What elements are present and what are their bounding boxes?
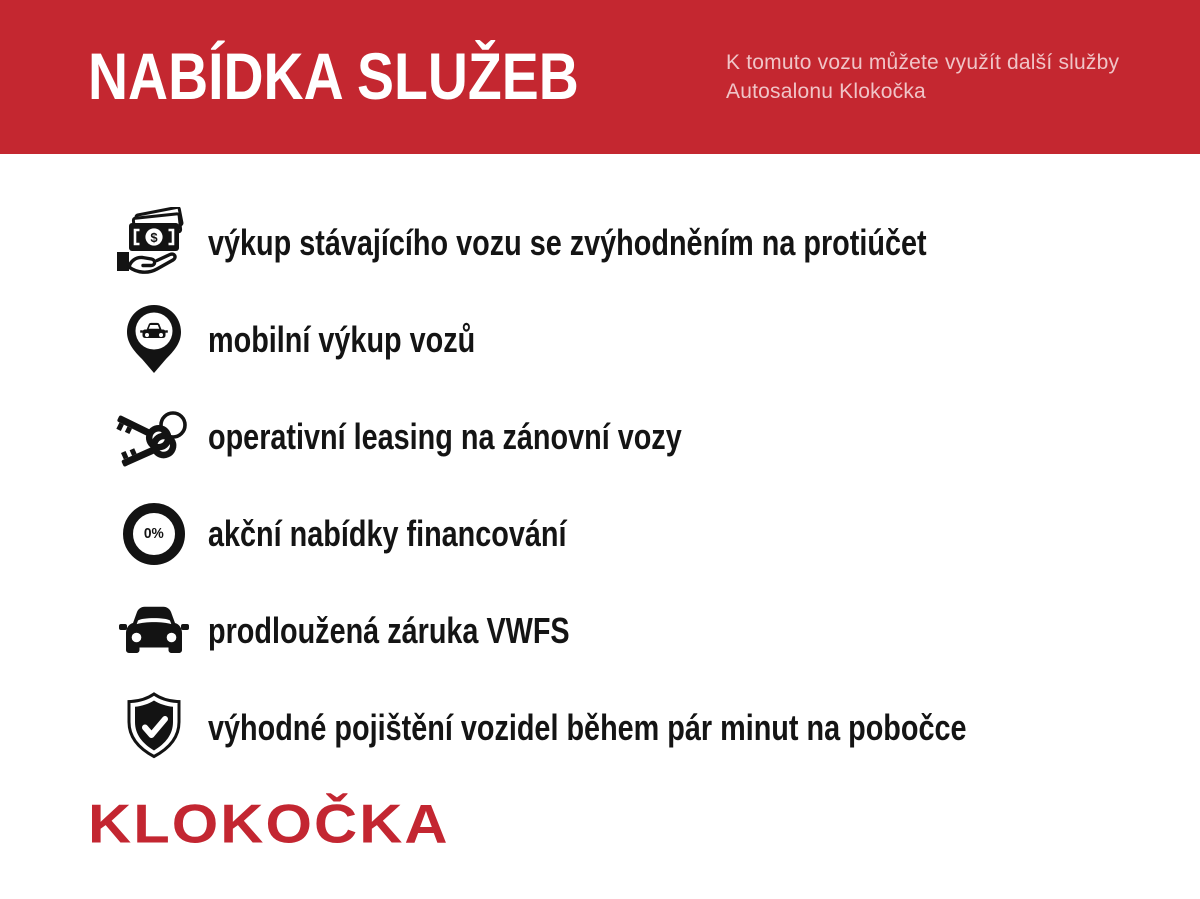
- page-title-text: NABÍDKA SLUŽEB: [88, 39, 579, 113]
- list-item: [108, 194, 1156, 291]
- service-label: prodloužená záruka VWFS: [208, 609, 570, 651]
- list-item: [108, 291, 1156, 388]
- header-band: [0, 0, 1200, 154]
- car-front-icon: [115, 599, 193, 663]
- service-label: výkup stávajícího vozu se zvýhodněním na protiúčet: [208, 221, 927, 263]
- list-item: [108, 485, 1156, 582]
- header-subtitle-line2: Autosalonu Klokočka: [726, 80, 926, 103]
- zero-percent-icon: [123, 503, 185, 565]
- shield-check-icon: [122, 692, 186, 764]
- page-title: [88, 39, 672, 113]
- service-label: výhodné pojištění vozidel během pár minut na pobočce: [208, 706, 967, 748]
- service-label: akční nabídky financování: [208, 512, 567, 554]
- list-item: [108, 679, 1156, 776]
- list-item: [108, 582, 1156, 679]
- klokocka-logo: KLOKOČKA: [88, 793, 450, 855]
- car-location-pin-icon: [121, 303, 187, 377]
- list-item: [108, 388, 1156, 485]
- header-subtitle-line1: K tomuto vozu můžete využít další služby: [726, 51, 1120, 74]
- header-subtitle: [726, 48, 1119, 106]
- service-list: [108, 194, 1156, 776]
- car-keys-icon: [114, 402, 194, 472]
- zero-percent-text: 0%: [144, 525, 164, 542]
- service-label: operativní leasing na zánovní vozy: [208, 415, 682, 457]
- service-label: mobilní výkup vozů: [208, 318, 476, 360]
- dollar-glyph: $: [150, 229, 158, 245]
- cash-in-hand-icon: [116, 207, 192, 279]
